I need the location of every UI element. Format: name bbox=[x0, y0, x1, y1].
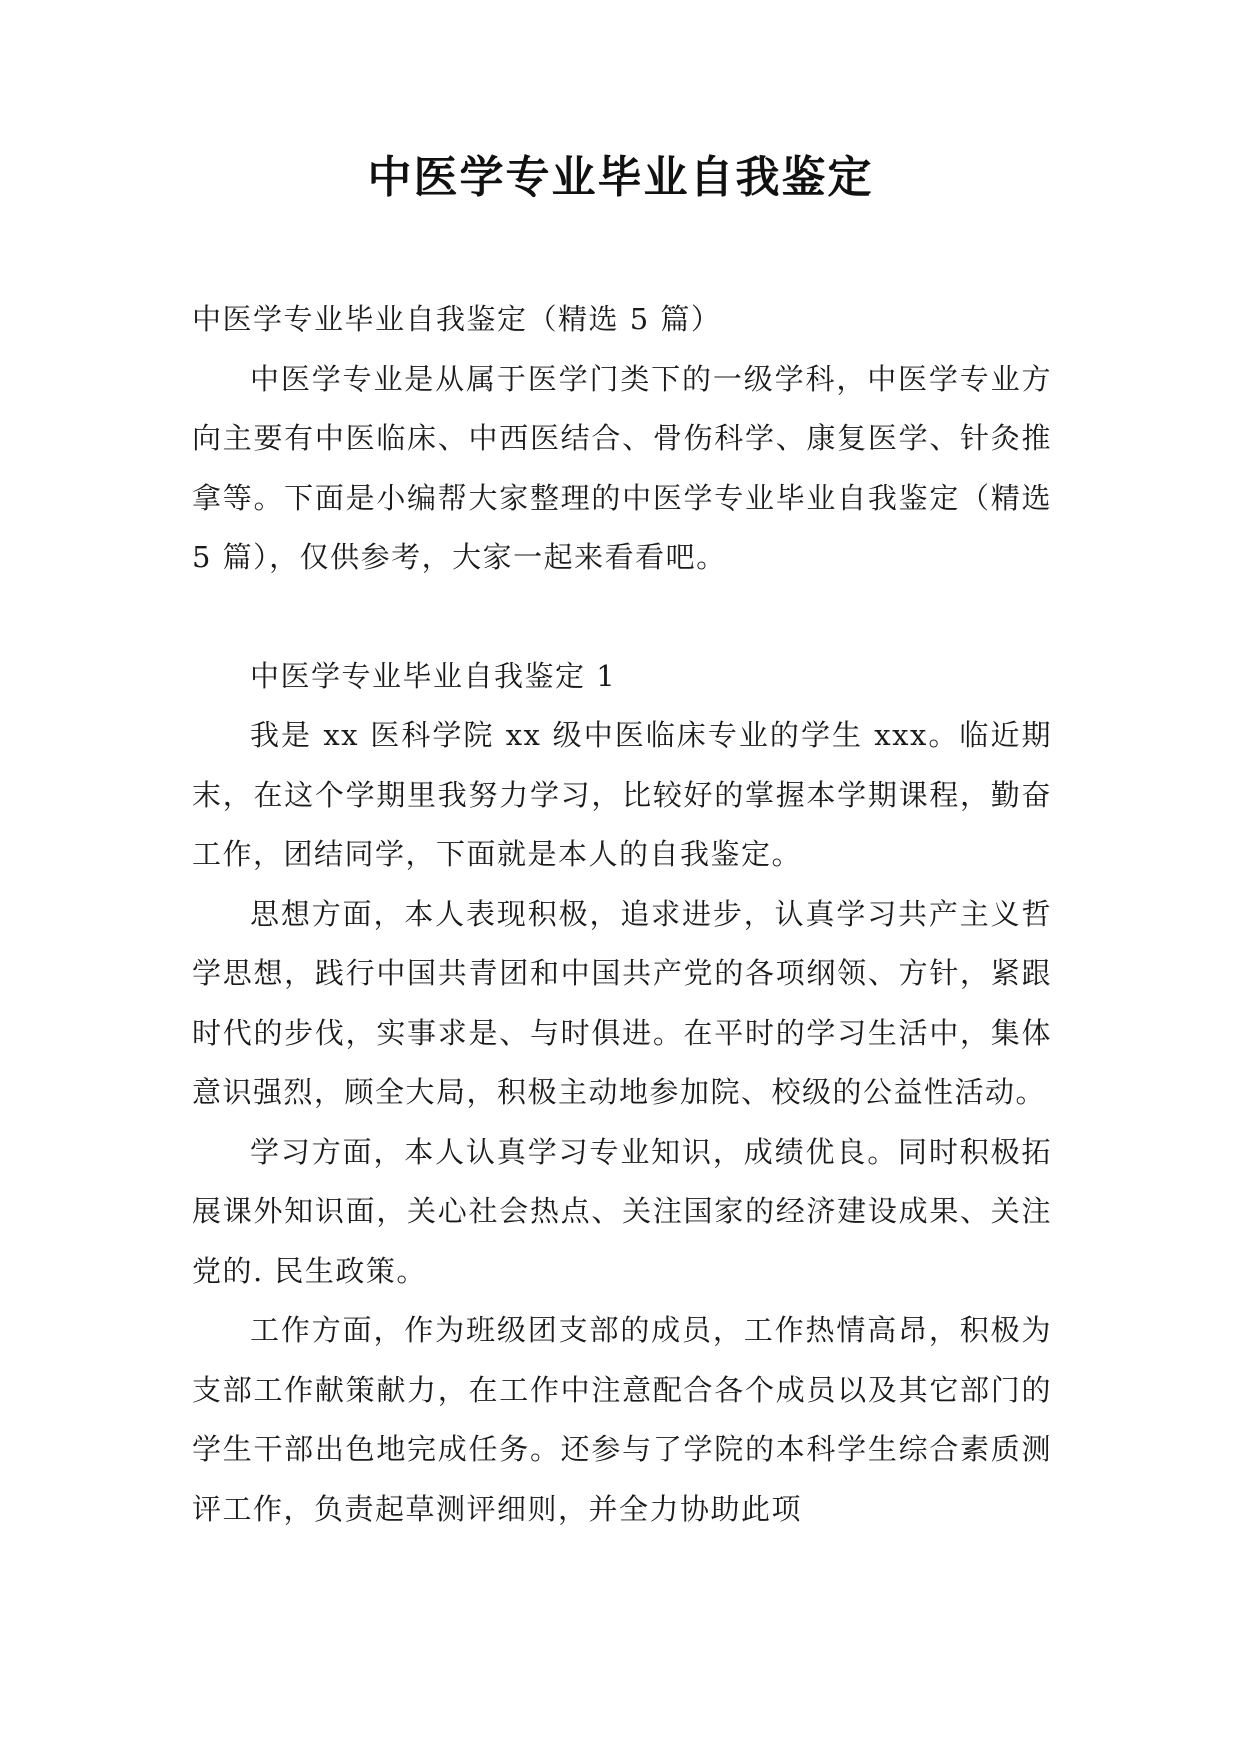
subtitle-paragraph: 中医学专业毕业自我鉴定（精选 5 篇） bbox=[192, 302, 722, 336]
section-heading: 中医学专业毕业自我鉴定 1 bbox=[250, 658, 617, 693]
body-paragraph: 我是 xx 医科学院 xx 级中医临床专业的学生 xxx。临近期末，在这个学期里我努力学习，比较好的掌握本学期课程，勤奋工作，团结同学，下面就是本人的自我鉴定。 bbox=[192, 718, 1052, 871]
paragraph-spacer bbox=[192, 588, 1052, 647]
body-paragraph: 工作方面，作为班级团支部的成员，工作热情高昂，积极为支部工作献策献力，在工作中注意配合各个成员以及其它部门的学生干部出色地完成任务。还参与了学院的本科学生综合素质测评工作，负责起草测评细则，并全力协助此项 bbox=[192, 1313, 1052, 1526]
intro-paragraph: 中医学专业是从属于医学门类下的一级学科，中医学专业方向主要有中医临床、中西医结合、骨伤科学、康复医学、针灸推拿等。下面是小编帮大家整理的中医学专业毕业自我鉴定（精选 5 篇），仅供参考，大家一起来看看吧。 bbox=[192, 361, 1052, 574]
body-paragraph: 思想方面，本人表现积极，追求进步，认真学习共产主义哲学思想，践行中国共青团和中国共产党的各项纲领、方针，紧跟时代的步伐，实事求是、与时俱进。在平时的学习生活中，集体意识强烈，顾全大局，积极主动地参加院、校级的公益性活动。 bbox=[192, 896, 1052, 1109]
body-paragraph: 学习方面，本人认真学习专业知识，成绩优良。同时积极拓展课外知识面，关心社会热点、关注国家的经济建设成果、关注党的. 民生政策。 bbox=[192, 1134, 1052, 1288]
document-body bbox=[192, 290, 1052, 1539]
document-title: 中医学专业毕业自我鉴定 bbox=[367, 152, 874, 203]
